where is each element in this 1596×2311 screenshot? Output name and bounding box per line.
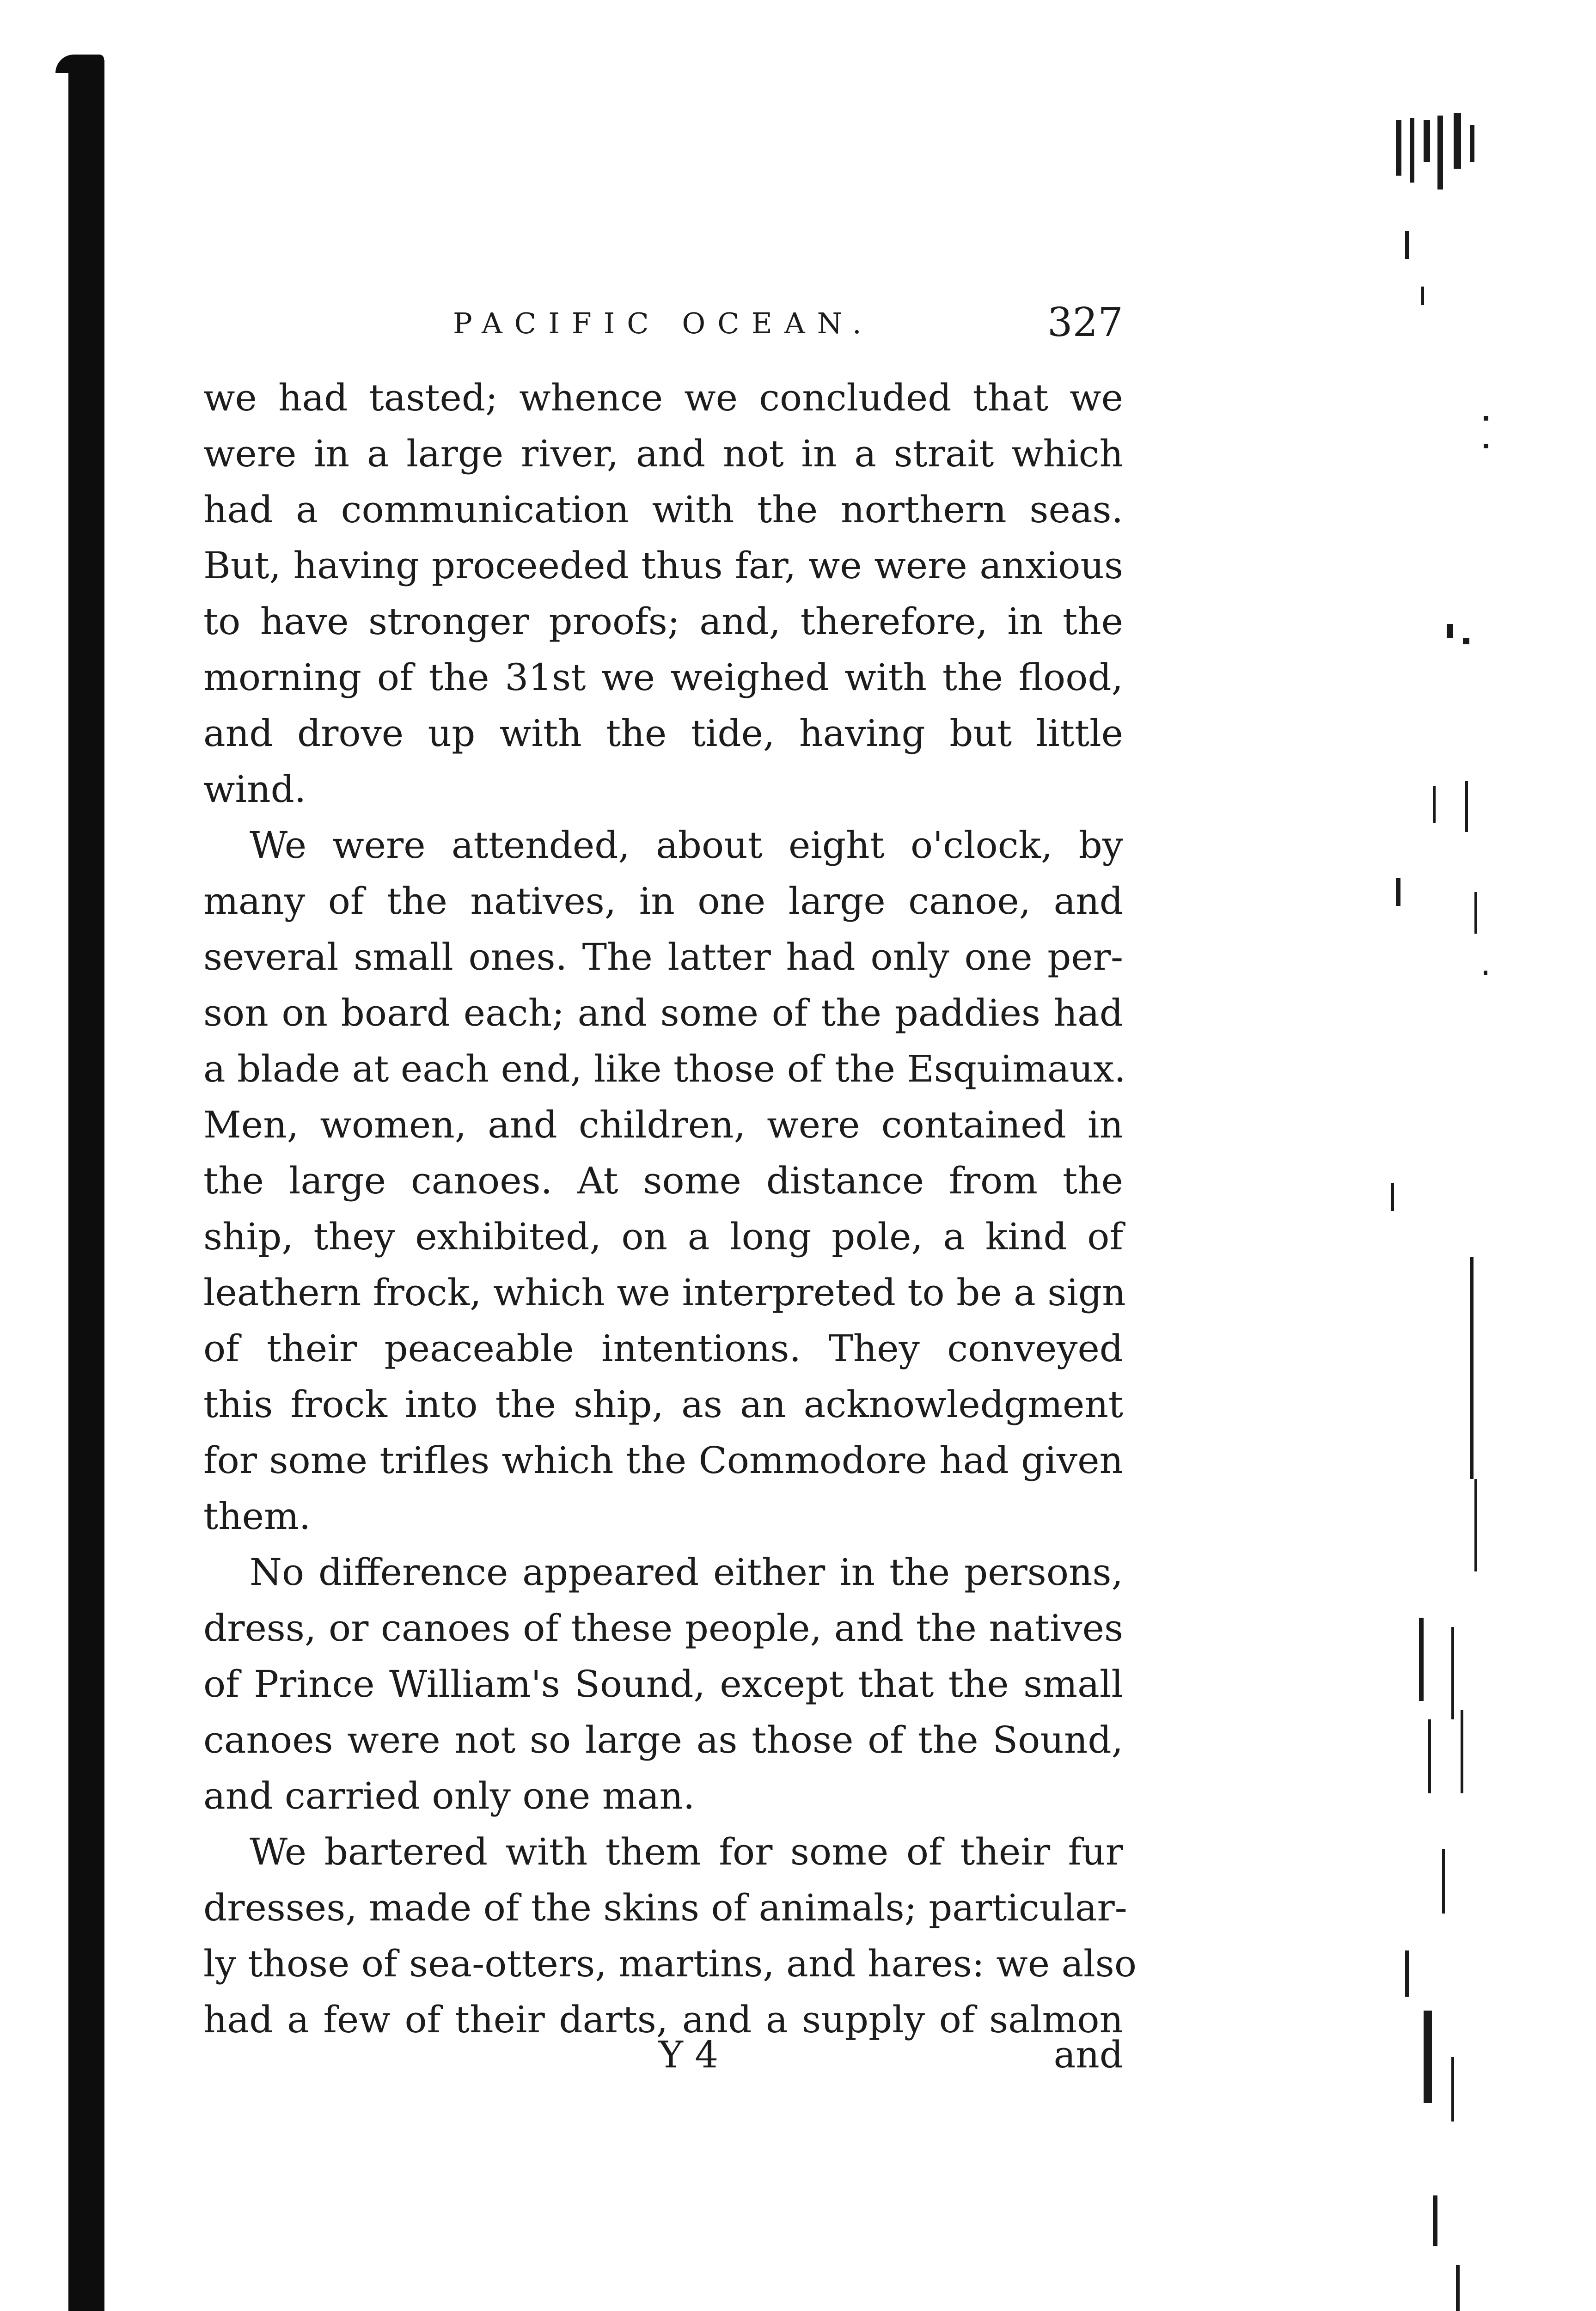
text-line: them. <box>203 1495 311 1538</box>
text-line: ship, they exhibited, on a long pole, a kind of <box>203 1215 1123 1258</box>
text-line: dress, or canoes of these people, and the natives <box>203 1607 1123 1650</box>
signature-mark: Y 4 <box>659 2033 719 2076</box>
page-number: 327 <box>1047 300 1123 346</box>
text-line: and drove up with the tide, having but little <box>203 712 1123 755</box>
facing-page-bleed-through <box>1377 92 1535 2311</box>
text-line: several small ones. The latter had only one per- <box>203 935 1123 978</box>
text-line: morning of the 31st we weighed with the flood, <box>203 656 1123 699</box>
text-line: wind. <box>203 768 306 811</box>
text-line: had a few of their darts, and a supply of salmon <box>203 1998 1123 2041</box>
text-line: had a communication with the northern seas. <box>203 488 1123 531</box>
text-line: We were attended, about eight o'clock, by <box>250 824 1123 867</box>
catchword: and <box>1053 2033 1123 2076</box>
body-text <box>203 370 1137 2048</box>
page-footer <box>203 2027 1123 2083</box>
paragraph <box>203 817 1126 1544</box>
text-line: We bartered with them for some of their fur <box>250 1830 1123 1873</box>
text-line: we had tasted; whence we concluded that we <box>203 376 1123 419</box>
running-head <box>203 300 1123 346</box>
paragraph <box>203 1824 1137 2048</box>
text-line: to have stronger proofs; and, therefore, in the <box>203 600 1123 643</box>
paragraph <box>203 370 1123 817</box>
text-line: of their peaceable intentions. They conveyed <box>203 1327 1123 1370</box>
text-line: But, having proceeded thus far, we were anxious <box>203 544 1123 587</box>
text-line: ly those of sea-otters, martins, and hares: we also <box>203 1942 1137 1985</box>
text-line: the large canoes. At some distance from the <box>203 1159 1123 1202</box>
running-title: PACIFIC OCEAN. <box>453 306 874 340</box>
text-line: Men, women, and children, were contained in <box>203 1103 1123 1146</box>
paragraph <box>203 1544 1123 1824</box>
binding-edge <box>68 60 104 2311</box>
text-line: No difference appeared either in the persons, <box>250 1551 1123 1594</box>
text-line: of Prince William's Sound, except that the small <box>203 1663 1123 1706</box>
text-line: this frock into the ship, as an acknowledgment <box>203 1383 1123 1426</box>
text-line: were in a large river, and not in a strait which <box>203 432 1123 475</box>
text-line: for some trifles which the Commodore had given <box>203 1439 1123 1482</box>
text-line: and carried only one man. <box>203 1774 695 1817</box>
text-line: son on board each; and some of the paddies had <box>203 991 1123 1034</box>
text-line: leathern frock, which we interpreted to be a sign <box>203 1271 1126 1314</box>
text-line: a blade at each end, like those of the Esquimaux. <box>203 1047 1126 1090</box>
text-line: dresses, made of the skins of animals; particular- <box>203 1886 1127 1929</box>
text-line: many of the natives, in one large canoe, and <box>203 880 1123 923</box>
text-line: canoes were not so large as those of the Sound, <box>203 1718 1123 1761</box>
